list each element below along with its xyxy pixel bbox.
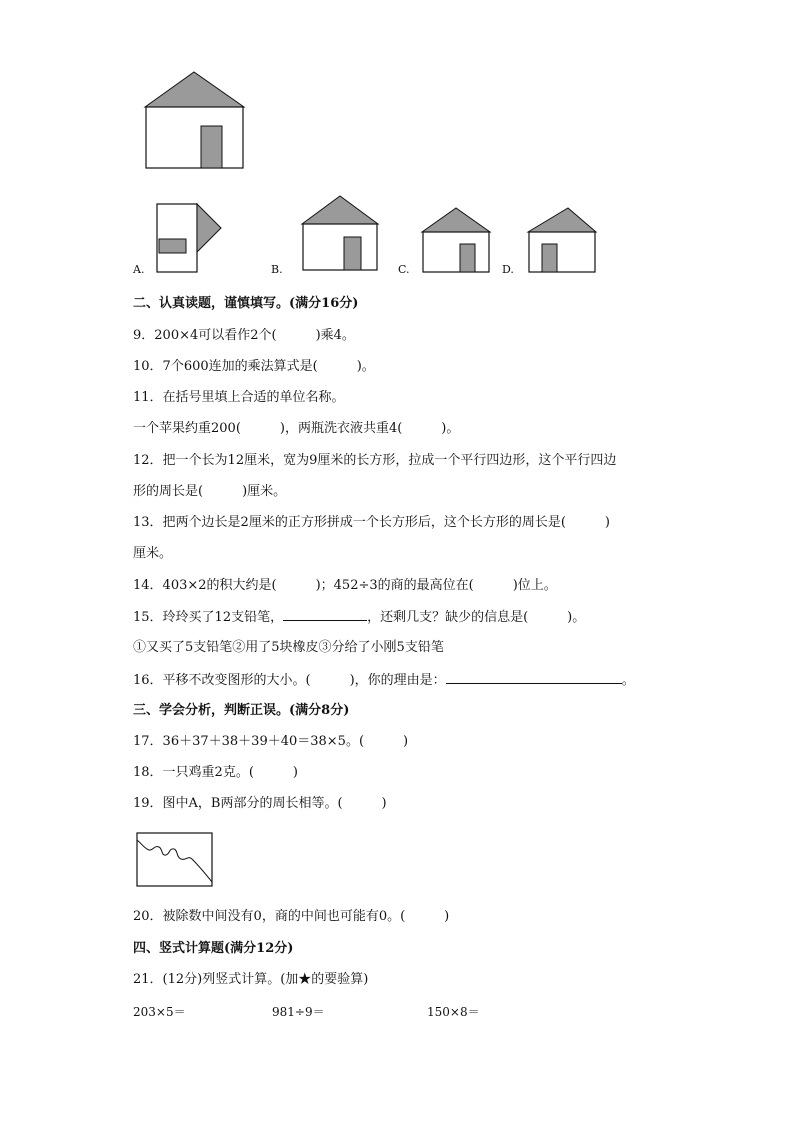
option-b-label: B.	[271, 263, 283, 276]
option-d-figure	[526, 206, 602, 274]
question-18: 18．一只鸡重2克。( )	[133, 765, 298, 780]
question-15-options: ①又买了5支铅笔②用了5块橡皮③分给了小刚5支铅笔	[133, 640, 444, 655]
house-door	[201, 126, 222, 168]
house-roof	[145, 72, 244, 107]
question-16-blank[interactable]	[446, 671, 622, 684]
option-a-label: A.	[133, 263, 145, 276]
question-16-start: 16．平移不改变图形的大小。( )，你的理由是：	[133, 673, 446, 688]
question-15-blank[interactable]	[283, 608, 367, 621]
section-2-heading: 二、认真读题，谨慎填写。(满分16分)	[133, 296, 359, 311]
question-21: 21．(12分)列竖式计算。(加★的要验算)	[133, 972, 369, 987]
question-16-end: 。	[621, 673, 635, 688]
question-11: 11．在括号里填上合适的单位名称。	[133, 390, 345, 405]
option-b-figure	[300, 194, 382, 274]
question-11-blanks: 一个苹果约重200( )，两瓶洗衣液共重4( )。	[133, 421, 460, 436]
question-12-line-1: 12．把一个长为12厘米，宽为9厘米的长方形，拉成一个平行四边形，这个平行四边	[133, 453, 617, 468]
question-12-line-2: 形的周长是( )厘米。	[133, 484, 287, 499]
calc-1: 203×5＝	[133, 1005, 186, 1019]
calc-2: 981÷9＝	[272, 1005, 325, 1019]
question-20: 20．被除数中间没有0，商的中间也可能有0。( )	[133, 909, 450, 924]
section-3-heading: 三、学会分析，判断正误。(满分8分)	[133, 703, 350, 718]
question-16	[133, 671, 635, 690]
question-14: 14．403×2的积大约是( )；452÷3的商的最高位在( )位上。	[133, 578, 557, 593]
calc-3: 150×8＝	[427, 1005, 480, 1019]
question-13-line-1: 13．把两个边长是2厘米的正方形拼成一个长方形后，这个长方形的周长是( )	[133, 515, 610, 530]
option-a-figure	[155, 202, 225, 274]
question-19: 19．图中A，B两部分的周长相等。( )	[133, 796, 387, 811]
question-17: 17．36＋37＋38＋39＋40＝38×5。( )	[133, 734, 409, 749]
section-4-heading: 四、竖式计算题(满分12分)	[133, 941, 294, 956]
question-15-start: 15．玲玲买了12支铅笔，	[133, 610, 284, 625]
question-15	[133, 608, 585, 627]
option-c-figure	[420, 206, 496, 274]
reference-house-figure	[140, 68, 250, 172]
house-wall	[146, 107, 243, 168]
option-c-label: C.	[398, 263, 410, 276]
question-10: 10．7个600连加的乘法算式是( )。	[133, 359, 375, 374]
question-15-end: ，还剩几支？缺少的信息是( )。	[367, 610, 586, 625]
question-13-line-2: 厘米。	[133, 546, 173, 561]
question-9: 9．200×4可以看作2个( )乘4。	[133, 328, 355, 343]
option-d-label: D.	[502, 263, 514, 276]
question-19-figure	[136, 832, 216, 890]
